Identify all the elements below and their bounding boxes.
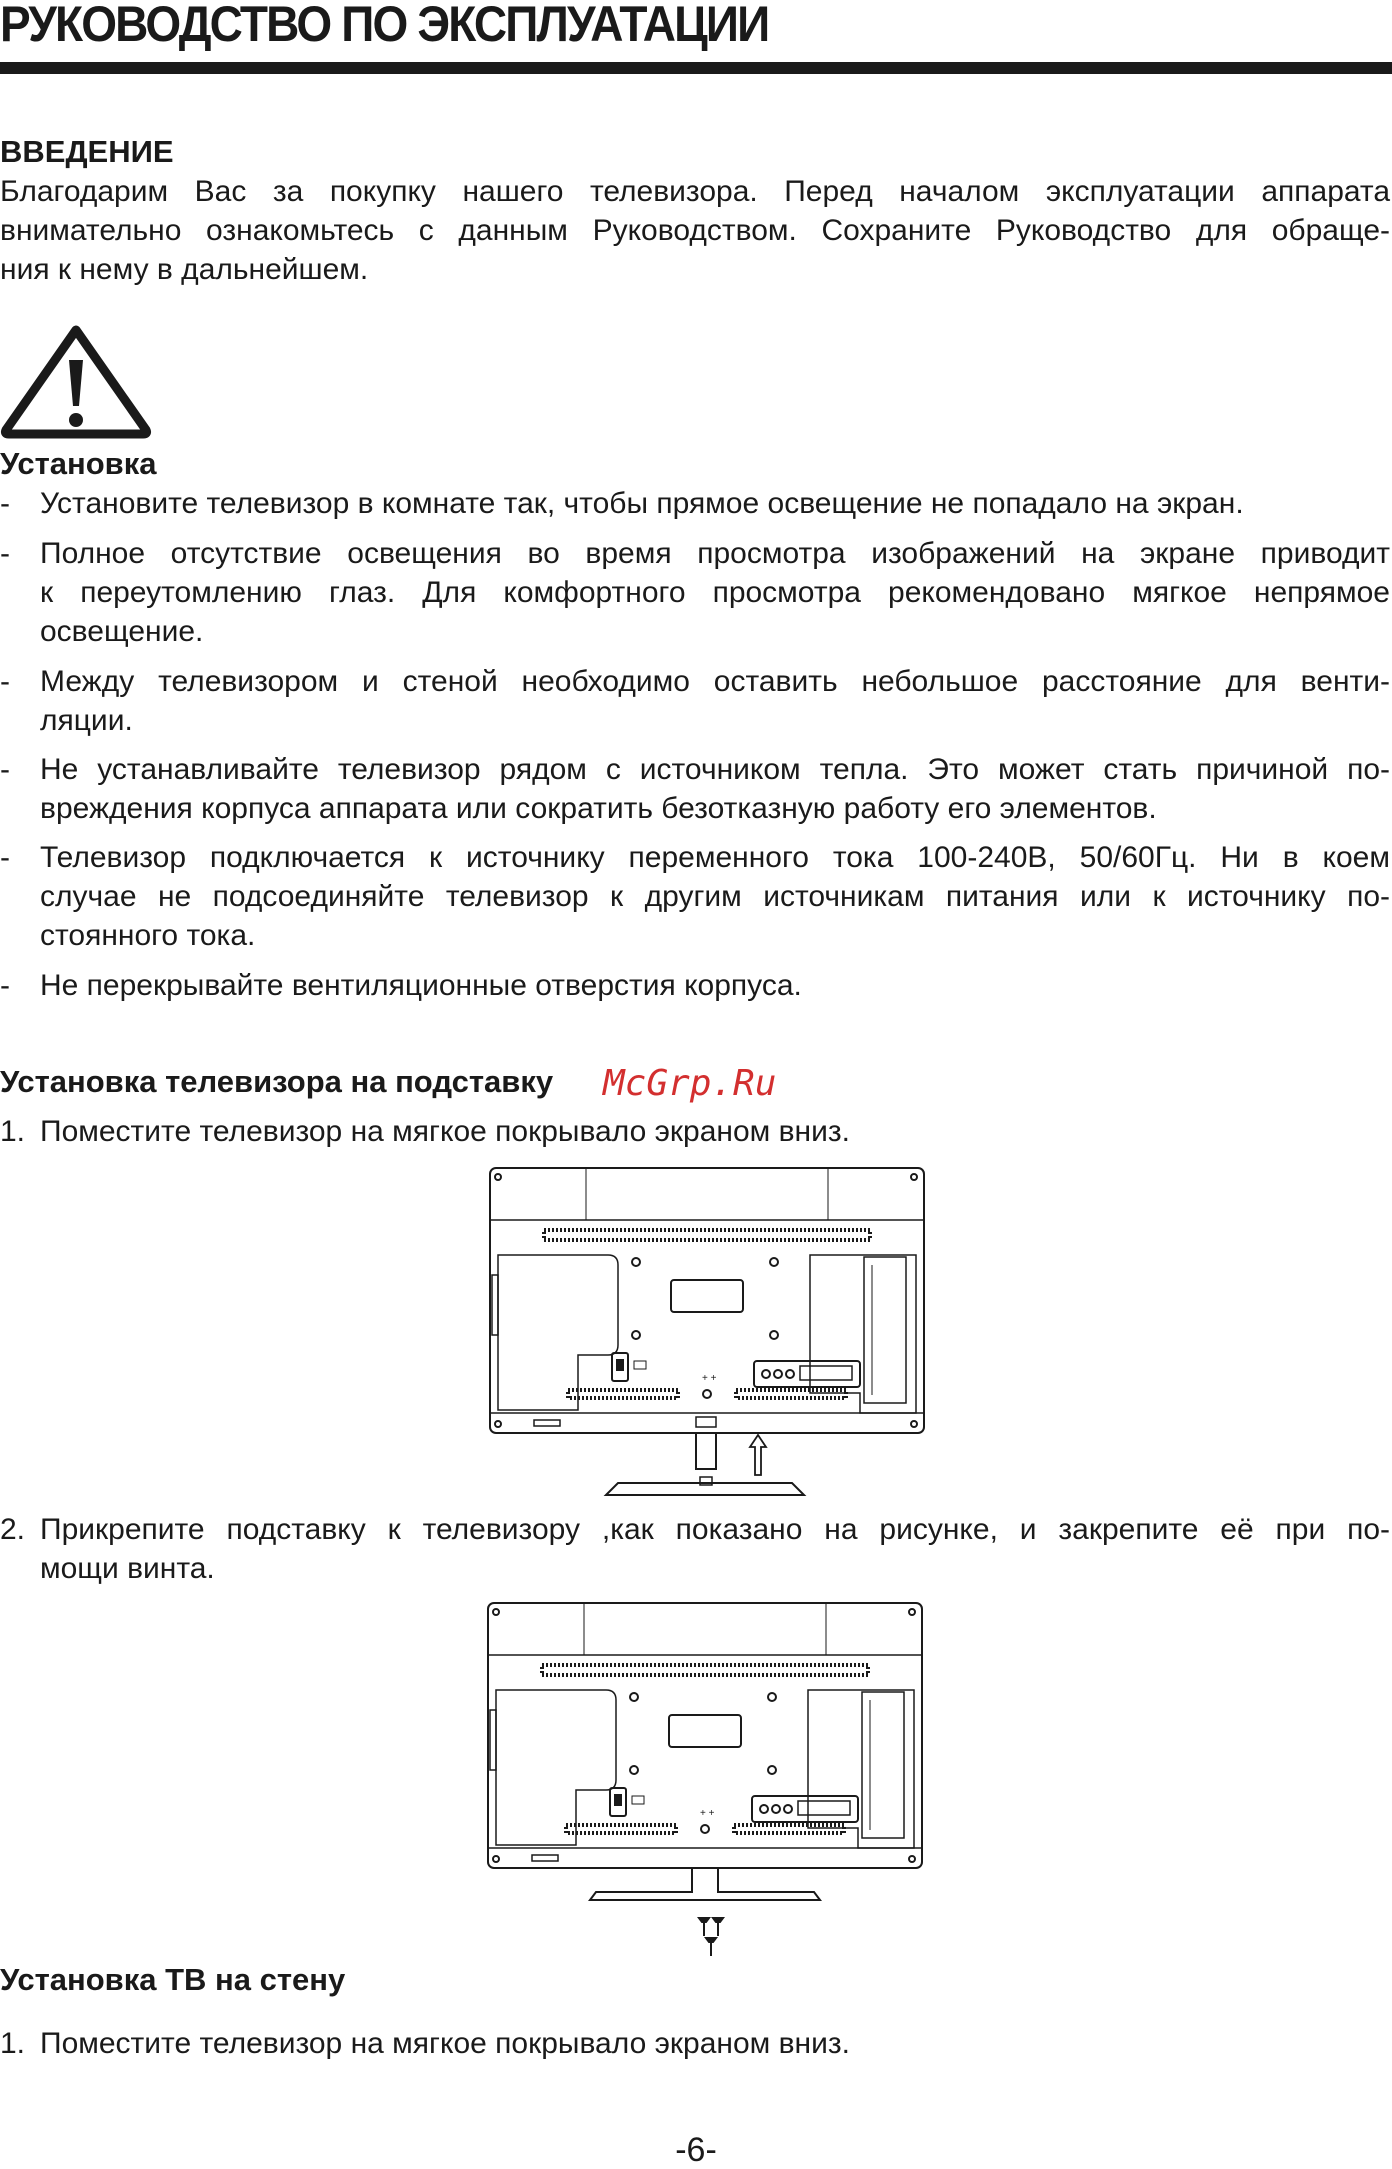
intro-line: внимательно ознакомьтесь с данным Руководством. Сохраните Руководство для обраще-	[0, 214, 1390, 247]
list-item	[0, 484, 1390, 523]
wall-heading: Установка ТВ на стену	[0, 1962, 346, 1997]
list-marker: -	[0, 753, 10, 786]
list-item-text: Полное отсутствие освещения во время просмотра изображений на экране приводит	[40, 537, 1390, 570]
watermark: McGrp.Ru	[603, 1063, 777, 1104]
list-marker: -	[0, 665, 10, 698]
stand-step-1	[0, 1112, 1390, 1151]
wall-step-1	[0, 2024, 1390, 2063]
list-item-text: Установите телевизор в комнате так, чтобы прямое освещение не попадало на экран.	[40, 487, 1244, 520]
warning-triangle-icon	[0, 322, 152, 440]
tv-back-figure-2	[486, 1600, 926, 1960]
svg-text:+ +: + +	[700, 1808, 715, 1819]
intro-heading: ВВЕДЕНИЕ	[0, 134, 174, 169]
list-item	[0, 966, 1390, 1005]
tv-back-figure-1	[488, 1165, 928, 1505]
list-item-text: Не перекрывайте вентиляционные отверстия корпуса.	[40, 969, 802, 1002]
step-text: мощи винта.	[40, 1552, 215, 1585]
page-title: РУКОВОДСТВО ПО ЭКСПЛУАТАЦИИ	[0, 0, 769, 52]
stand-heading: Установка телевизора на подставку	[0, 1064, 554, 1099]
list-marker: -	[0, 537, 10, 570]
intro-line: Благодарим Вас за покупку нашего телевизора. Перед началом эксплуатации аппарата	[0, 175, 1390, 208]
step-text: Прикрепите подставку к телевизору ,как показано на рисунке, и закрепите её при по-	[40, 1513, 1390, 1546]
page-number: -6-	[675, 2131, 717, 2169]
list-item-text: Между телевизором и стеной необходимо оставить небольшое расстояние для венти-	[40, 665, 1390, 698]
list-item-text: освещение.	[40, 615, 204, 648]
list-marker: -	[0, 841, 10, 874]
step-text: Поместите телевизор на мягкое покрывало экраном вниз.	[40, 1115, 850, 1148]
svg-text:+ +: + +	[702, 1373, 717, 1384]
list-marker: -	[0, 969, 10, 1002]
list-item-text: Не устанавливайте телевизор рядом с источником тепла. Это может стать причиной по-	[40, 753, 1390, 786]
step-number: 2.	[0, 1513, 26, 1546]
step-text: Поместите телевизор на мягкое покрывало экраном вниз.	[40, 2027, 850, 2060]
list-item-text: стоянного тока.	[40, 919, 256, 952]
list-item-text: Телевизор подключается к источнику переменного тока 100-240В, 50/60Гц. Ни в коем	[40, 841, 1390, 874]
step-number: 1.	[0, 2027, 26, 2060]
list-item-text: ляции.	[40, 704, 133, 737]
step-number: 1.	[0, 1115, 26, 1148]
title-rule	[0, 62, 1392, 74]
list-item-text: вреждения корпуса аппарата или сократить безотказную работу его элементов.	[40, 792, 1157, 825]
installation-heading: Установка	[0, 446, 157, 481]
list-item-text: к переутомлению глаз. Для комфортного просмотра рекомендовано мягкое непрямое	[40, 576, 1390, 609]
intro-line: ния к нему в дальнейшем.	[0, 253, 369, 286]
list-marker: -	[0, 487, 10, 520]
list-item-text: случае не подсоединяйте телевизор к другим источникам питания или к источнику по-	[40, 880, 1390, 913]
